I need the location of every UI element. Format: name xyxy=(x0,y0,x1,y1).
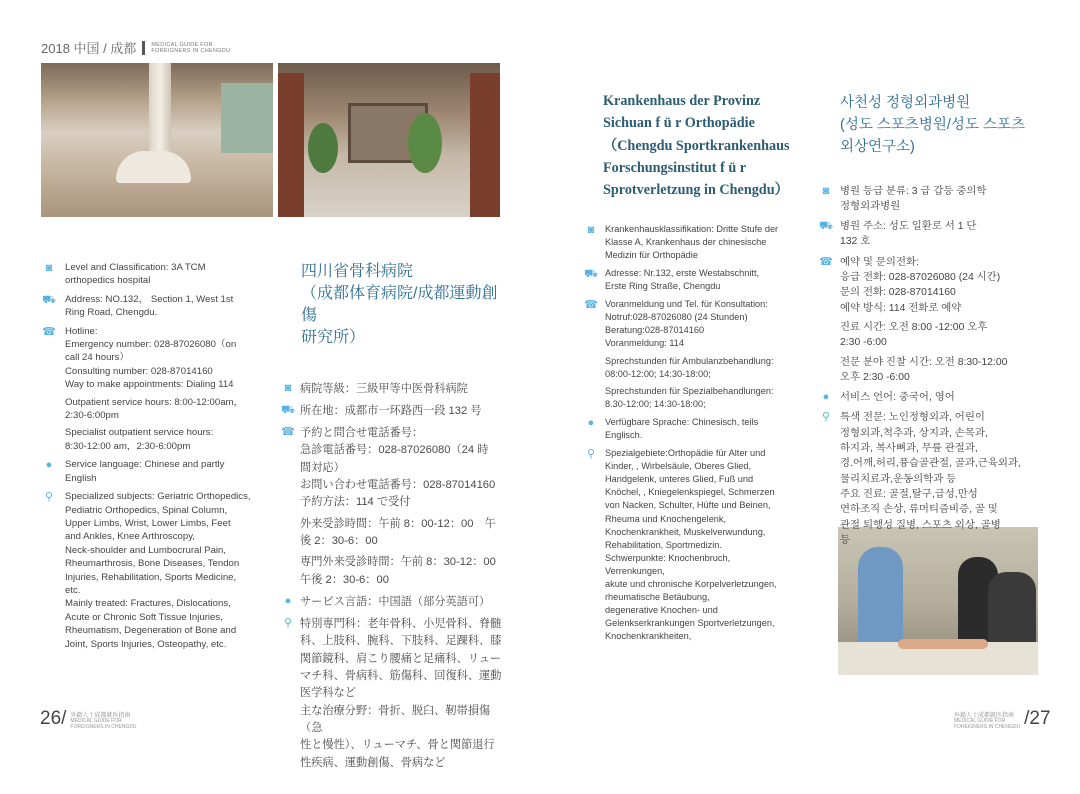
hospital-level-icon: ◙ xyxy=(587,223,595,236)
phone-icon: ☎ xyxy=(281,426,295,439)
info-item-language xyxy=(584,416,804,442)
header-year-city: 2018 中国 / 成都 xyxy=(41,41,137,56)
language-icon: ● xyxy=(587,416,595,429)
info-item-hospital-level xyxy=(584,223,804,262)
phone-icon: ☎ xyxy=(42,325,56,338)
info-text: Sprechstunden für Spezialbehandlungen: 8.30-12:00; 14:30-18:00; xyxy=(605,385,774,409)
info-text: Hotline: Emergency number: 028-87026080（on call 24 hours） Consulting number: 028-87014160 Way to make appointments: Dialing 114 xyxy=(65,325,237,391)
info-item-address xyxy=(281,403,506,420)
info-item-hospital-level xyxy=(281,381,506,398)
info-text: Krankenhausklassifikation: Dritte Stufe der Klasse A, Krankenhaus der chinesische Medizin für Orthopädie xyxy=(605,223,779,260)
info-item-language xyxy=(281,594,506,611)
info-item-phone xyxy=(819,255,1044,385)
search-icon: ⚲ xyxy=(586,448,596,461)
info-text: 予約と問合せ電話番号： 急診電話番号：028-87026080（24 時 間対応） お問い合わせ電話番号：028-87014160 予約方法：114 で受付 xyxy=(300,427,496,509)
info-item-search xyxy=(584,447,804,643)
address-icon: ⛟ xyxy=(281,403,295,416)
info-item-address xyxy=(819,219,1044,250)
info-text: Adresse: Nr.132, erste Westabschnitt, Erste Ring Straße, Chengdu xyxy=(605,267,760,292)
info-item-address xyxy=(584,267,804,293)
info-text: 特別専門科：老年骨科、小児骨科、脊髄 科、上肢科、腕科、下肢科、足踝科、膝 関節鏡科、肩こり腰痛と足痛科、リュー マチ科、骨病科、筋傷科、回復科、運動 医学科など 主な治療分野：骨折、脱臼、靭帯損傷（急 性と慢性）、リューマチ、骨と関節退行 性疾病、運動創傷、骨病など xyxy=(300,618,502,769)
info-text: Verfügbare Sprache: Chinesisch, teils Englisch. xyxy=(605,416,759,440)
left-page xyxy=(0,0,540,768)
info-item-language xyxy=(819,390,1044,405)
footer-guide-en: MEDICAL GUIDE FOR FOREIGNERS IN CHENGDU xyxy=(70,718,137,730)
page-number-left: 26/ xyxy=(40,708,67,729)
footer-guide-right xyxy=(954,714,1020,731)
info-text: 예약 및 문의전화: 응급 전화: 028-87026080 (24 시간) 문의 전화: 028-87014160 예약 방식: 114 전화로 예약 xyxy=(840,256,1001,314)
hospital-level-icon: ◙ xyxy=(822,184,830,197)
search-icon: ⚲ xyxy=(283,617,293,630)
info-item-phone xyxy=(42,325,274,454)
info-item-hospital-level xyxy=(819,184,1044,215)
english-info xyxy=(42,261,274,656)
info-text: Specialist outpatient service hours: 8:30-12:00 am，2:30-6:00pm xyxy=(65,427,214,452)
info-item-search xyxy=(819,410,1044,548)
german-info xyxy=(584,77,804,662)
footer-left xyxy=(40,708,137,730)
info-text: サービス言語：中国語（部分英語可） xyxy=(300,595,491,608)
footer-right xyxy=(954,708,1051,730)
info-item-language xyxy=(42,458,274,485)
phone-icon: ☎ xyxy=(584,299,598,312)
info-text: Level and Classification: 3A TCM orthopedics hospital xyxy=(65,262,206,287)
info-text: Outpatient service hours: 8:00-12:00am， 2:30-6:00pm xyxy=(65,396,244,422)
search-icon: ⚲ xyxy=(821,411,831,424)
address-icon: ⛟ xyxy=(819,220,833,233)
info-text: 병원 등급 분류: 3 급 갑등 중의학 정형외과병원 xyxy=(840,185,987,212)
page-number-right: /27 xyxy=(1024,708,1051,729)
hospital-level-icon: ◙ xyxy=(284,381,292,394)
hospital-lobby-photo xyxy=(41,63,273,217)
info-text: 전문 분야 진찰 시간: 오전 8:30-12:00 오후 2:30 -6:00 xyxy=(840,356,1008,383)
info-item-phone xyxy=(584,298,804,411)
hospital-hall-photo xyxy=(278,63,500,217)
info-item-address xyxy=(42,293,274,320)
info-text: Spezialgebiete:Orthopädie für Alter und Kinder, , Wirbelsäule, Oberes Glied, Handgelenk, unteres Glied, Fuß und Knöchel, , Kniegelenkspiegel, Schmerzen von Nacken, Schulter, Hüfte und Beinen, Rheuma und Knochengelenk, Knochenkrankheit, Muskelverwundung, Rehabilitation, Sportmedizin. Schwerpunkte: Knochenbruch, Verrenkungen, akute und chronische Korpelverletzungen, rheumatische Betäubung, degenerative Knochen- und Gelenkserkrankungen Sportverletzungen, Knochenkrankheiten, xyxy=(605,448,777,642)
address-icon: ⛟ xyxy=(42,293,56,306)
language-icon: ● xyxy=(284,594,292,607)
japanese-title: 四川省骨科病院 （成都体育病院/成都運動創傷 研究所） xyxy=(301,263,498,347)
phone-icon: ☎ xyxy=(819,255,833,268)
footer-guide-cn: 外籍人士成都就医指南 xyxy=(70,712,131,719)
right-page xyxy=(540,0,1080,768)
info-item-search xyxy=(42,490,274,651)
info-item-hospital-level xyxy=(42,261,274,288)
info-text: Sprechstunden für Ambulanzbehandlung: 08:00-12:00; 14:30-18:00; xyxy=(605,355,774,379)
footer-guide-en: MEDICAL GUIDE FOR FOREIGNERS IN CHENGDU xyxy=(954,718,1021,730)
footer-guide-left xyxy=(70,714,136,731)
info-text: 病院等級：三級甲等中医骨科病院 xyxy=(300,382,468,395)
info-text: 外来受診時間：午前 8：00-12：00 午 後 2：30-6：00 xyxy=(300,517,496,547)
language-icon: ● xyxy=(45,459,53,472)
info-text: 진료 시간: 오전 8:00 -12:00 오후 2:30 -6:00 xyxy=(840,321,988,349)
info-text: 所在地：成都市一环路西一段 132 号 xyxy=(300,404,482,417)
info-text: Address: NO.132， Section 1, West 1st Ring Road, Chengdu. xyxy=(65,293,234,319)
language-icon: ● xyxy=(822,391,830,404)
korean-info xyxy=(819,77,1044,568)
info-text: Service language: Chinese and partly English xyxy=(65,459,225,484)
header-subtitle: MEDICAL GUIDE FOR FOREIGNERS IN CHENGDU xyxy=(151,41,231,54)
info-text: 専門外来受診時間：午前 8：30-12：00 午後 2：30-6：00 xyxy=(300,556,496,586)
hospital-level-icon: ◙ xyxy=(45,262,53,274)
info-text: Specialized subjects: Geriatric Orthopedics, Pediatric Orthopedics, Spinal Column, Upper Limbs, Wrist, Lower Limbs, Feet and Ankles, Knee Arthroscopy, Neck-shoulder and Lumbocrural Pain, Rheumarthrosis, Bone Diseases, Tendon Injuries, Rehabilitation, Sports Medicine, etc. Mainly treated: Fractures, Dislocations, Acute or Chronic Soft Tissue Injuries, Rheumatism, Degeneration of Bone and Joint, Sports Injuries, Osteopathy, etc. xyxy=(65,491,251,650)
header-divider xyxy=(142,41,145,55)
japanese-info xyxy=(281,244,506,794)
page-header xyxy=(41,38,230,57)
search-icon: ⚲ xyxy=(44,491,54,504)
info-item-phone xyxy=(281,425,506,589)
info-item-search xyxy=(281,616,506,772)
address-icon: ⛟ xyxy=(584,267,598,280)
german-title: Krankenhaus der Provinz Sichuan f ü r Orthopädie （Chengdu Sportkrankenhaus Forschungsinstitut f ü r Sprotverletzung in Chengdu） xyxy=(603,93,790,199)
footer-guide-cn: 外籍人士成都就医指南 xyxy=(954,712,1015,719)
info-text: 병원 주소: 성도 일환로 서 1 단 132 호 xyxy=(840,221,977,248)
info-text: Voranmeldung und Tel. für Konsultation: Notruf:028-87026080 (24 Stunden) Beratung:028-87014160 Voranmeldung: 114 xyxy=(605,299,768,349)
korean-title: 사천성 정형외과병원 (성도 스포츠병원/성도 스포츠 외상연구소) xyxy=(840,95,1025,156)
info-text: 특색 전문: 노인정형외과, 어린이 정형외과,척추과, 상지과, 손목과, 하지과, 복사뼈과, 무릎 관절과, 경.어깨,허리,퓽습골관절, 골과,근육외과, 물리치료과,운동의학과 등 주요 진료: 골절,탈구,급성,만성 연하조직 손상, 류머티즘비증, 골 및 관절 퇴행성 질병, 스포츠 외상, 골병 등 xyxy=(840,412,1021,546)
info-text: 서비스 언어: 중국어, 영어 xyxy=(840,392,955,404)
